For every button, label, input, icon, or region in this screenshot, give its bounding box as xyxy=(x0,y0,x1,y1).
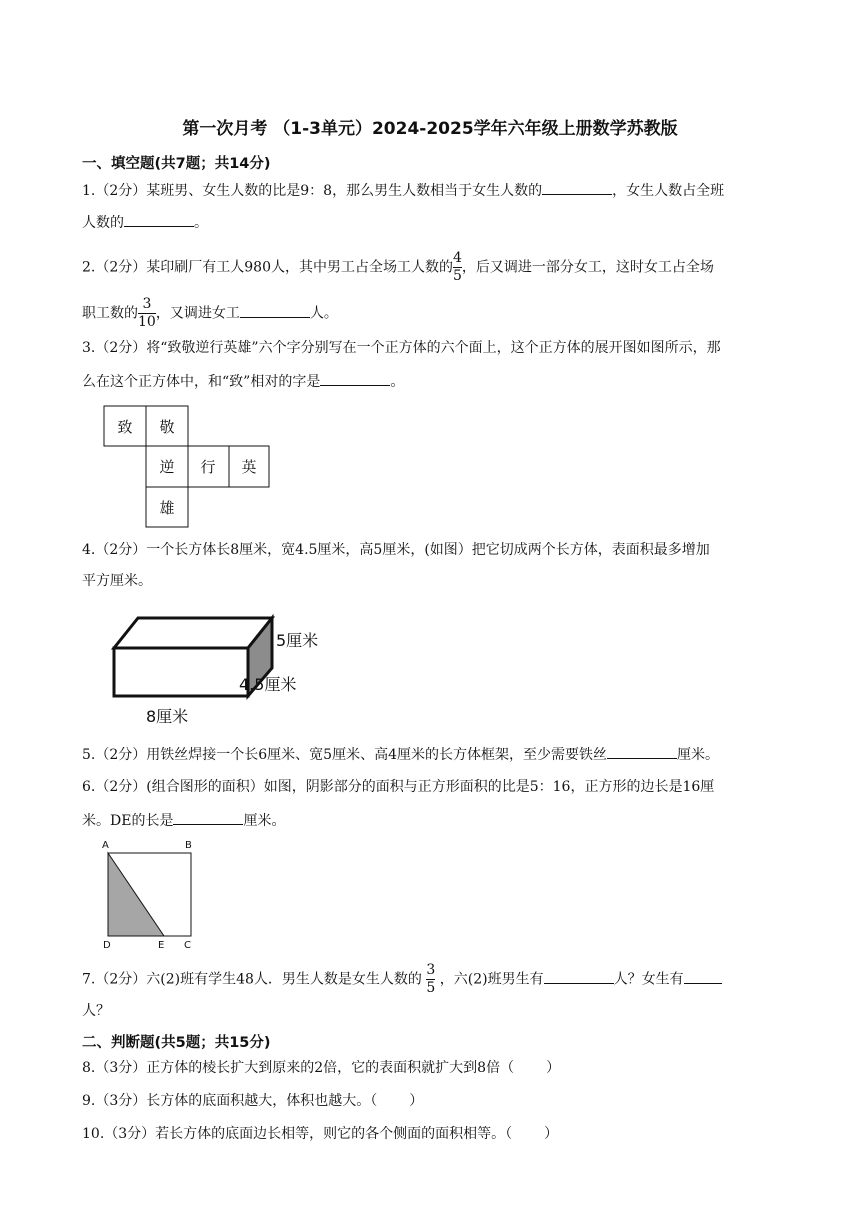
q5-answer-blank[interactable] xyxy=(607,744,677,759)
q2-text-b: ，后又调进一部分女工，这时女工占全场 xyxy=(461,259,714,276)
shaded-triangle xyxy=(108,853,164,936)
question-6-line-2 xyxy=(82,810,285,831)
cuboid-height-label: 5厘米 xyxy=(276,631,319,650)
q7-text-c: 人？女生有 xyxy=(613,971,684,988)
section-fill-in-heading: 一、填空题(共7题；共14分) xyxy=(82,156,271,172)
question-1-line-2 xyxy=(82,212,208,233)
question-2-line-2 xyxy=(82,296,338,331)
cuboid-top-face xyxy=(114,618,272,648)
q1-answer-blank-2[interactable] xyxy=(124,212,194,227)
cuboid-diagram xyxy=(108,612,319,728)
question-9 xyxy=(82,1091,423,1111)
q7-answer-blank-1[interactable] xyxy=(544,969,614,984)
section-judgement-heading: 二、判断题(共5题；共15分) xyxy=(82,1035,271,1051)
q6-text-a: 米。DE的长是 xyxy=(82,813,174,829)
q7-answer-blank-2[interactable] xyxy=(684,969,722,984)
q7-text-b: ，六(2)班男生有 xyxy=(439,971,544,988)
q7-fraction-numerator: 3 xyxy=(426,962,436,978)
q2-fraction-1-denominator: 5 xyxy=(453,268,462,284)
q2-text-c: 职工数的 xyxy=(82,305,138,322)
net-char-xing: 行 xyxy=(200,458,216,476)
q8-close-paren: ） xyxy=(546,1060,561,1076)
q7-fraction xyxy=(426,962,435,997)
question-4-line-1: 4.（2分）一个长方体长8厘米，宽4.5厘米，高5厘米，(如图）把它切成两个长方体，表面积最多增加 xyxy=(82,542,710,558)
q1-text-b: ，女生人数占全班 xyxy=(612,183,725,199)
q10-close-paren: ） xyxy=(544,1126,559,1142)
q2-text-a: 2.（2分）某印刷厂有工人980人，其中男工占全场工人数的 xyxy=(82,259,453,276)
q10-text: 10.（3分）若长方体的底面边长相等，则它的各个侧面的面积相等。（ xyxy=(82,1126,513,1142)
net-char-ying: 英 xyxy=(241,458,257,476)
question-1-line-1 xyxy=(82,180,724,201)
q2-text-d: ，又调进女工 xyxy=(155,305,240,322)
q2-fraction-2 xyxy=(138,296,156,331)
q2-fraction-1 xyxy=(453,250,462,285)
q2-text-e: 人。 xyxy=(309,305,338,322)
point-label-e: E xyxy=(158,940,165,951)
q7-text-a: 7.（2分）六(2)班有学生48人．男生人数是女生人数的 xyxy=(82,971,422,988)
q8-text: 8.（3分）正方体的棱长扩大到原来的2倍，它的表面积就扩大到8倍（ xyxy=(82,1060,515,1076)
q6-text-b: 厘米。 xyxy=(243,813,286,829)
question-4-line-2: 平方厘米。 xyxy=(82,573,152,589)
page-title: 第一次月考 （1-3单元）2024-2025学年六年级上册数学苏教版 xyxy=(182,119,678,139)
q9-text: 9.（3分）长方体的底面积越大，体积也越大。（ xyxy=(82,1093,378,1109)
q3-answer-blank[interactable] xyxy=(320,371,390,386)
q5-text-b: 厘米。 xyxy=(676,747,719,763)
q3-text-a: 么在这个正方体中，和“致”相对的字是 xyxy=(82,374,321,390)
point-label-a: A xyxy=(102,840,109,851)
net-char-jing: 敬 xyxy=(159,418,175,436)
q1-text-d: 。 xyxy=(194,215,208,231)
point-label-b: B xyxy=(185,840,192,851)
point-label-c: C xyxy=(184,940,191,951)
question-3-line-2 xyxy=(82,371,404,392)
q2-fraction-2-numerator: 3 xyxy=(142,296,152,312)
cube-net-diagram xyxy=(100,402,275,530)
cuboid-front-face xyxy=(114,648,248,696)
question-2-line-1 xyxy=(82,250,714,285)
q6-answer-blank[interactable] xyxy=(173,810,243,825)
question-8 xyxy=(82,1058,560,1078)
q2-answer-blank[interactable] xyxy=(240,303,310,318)
point-label-d: D xyxy=(103,940,111,951)
q3-text-b: 。 xyxy=(390,374,405,390)
question-10 xyxy=(82,1124,558,1144)
q1-text-a: 1.（2分）某班男、女生人数的比是9：8，那么男生人数相当于女生人数的 xyxy=(82,183,543,199)
question-7-line-2: 人？ xyxy=(82,1003,110,1019)
question-6-line-1: 6.（2分）(组合图形的面积）如图，阴影部分的面积与正方形面积的比是5：16，正方形的边长是16厘 xyxy=(82,779,715,795)
question-3-line-1: 3.（2分）将“致敬逆行英雄”六个字分别写在一个正方体的六个面上，这个正方体的展开图如图所示，那 xyxy=(82,340,721,356)
square-shaded-triangle-diagram xyxy=(100,838,200,952)
q2-fraction-1-numerator: 4 xyxy=(453,250,462,266)
net-char-ni: 逆 xyxy=(159,458,175,476)
q5-text-a: 5.（2分）用铁丝焊接一个长6厘米、宽5厘米、高4厘米的长方体框架，至少需要铁丝 xyxy=(82,747,607,763)
question-7-line-1 xyxy=(82,962,722,997)
q2-fraction-2-denominator: 10 xyxy=(138,314,156,330)
q9-close-paren: ） xyxy=(409,1093,424,1109)
net-char-xiong: 雄 xyxy=(159,499,175,517)
net-char-zhi: 致 xyxy=(117,418,133,436)
q7-fraction-denominator: 5 xyxy=(426,980,436,996)
question-5-line-1 xyxy=(82,744,719,765)
q1-answer-blank-1[interactable] xyxy=(542,180,612,195)
cuboid-width-label: 4.5厘米 xyxy=(239,675,297,694)
q1-text-c: 人数的 xyxy=(82,215,124,231)
cuboid-length-label: 8厘米 xyxy=(146,707,189,726)
